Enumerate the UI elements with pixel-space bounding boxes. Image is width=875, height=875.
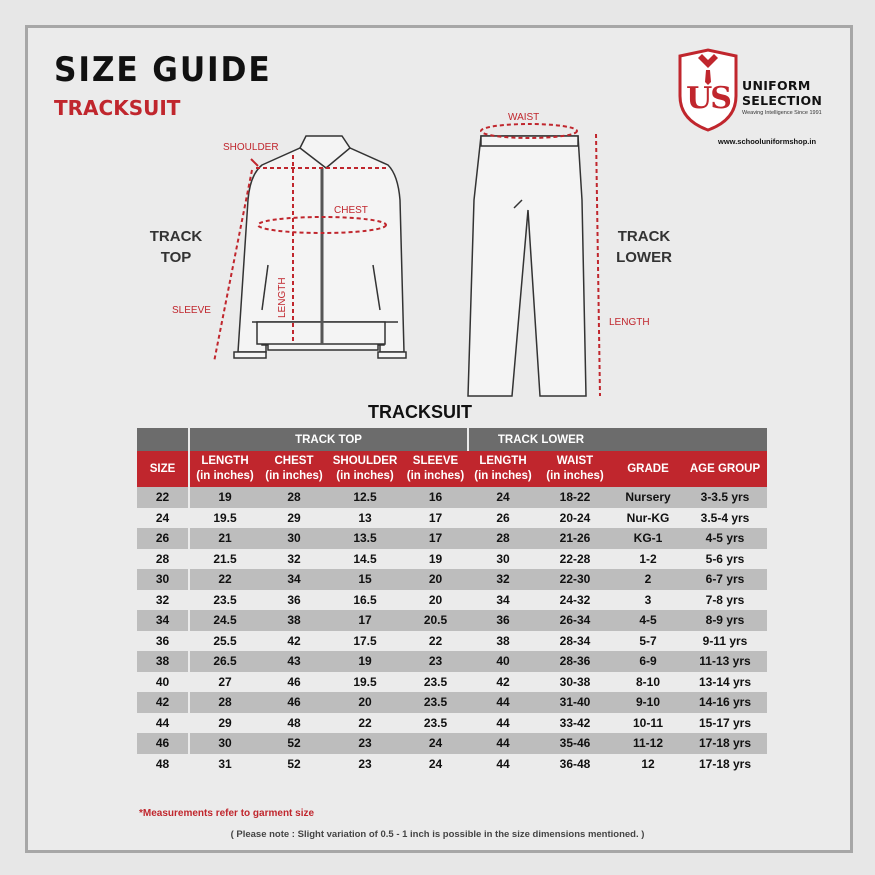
length-top-label: LENGTH <box>277 277 288 318</box>
table-cell: 19 <box>328 651 402 672</box>
track-top-line2: TOP <box>160 249 192 266</box>
brand-website: www.schooluniformshop.in <box>718 137 817 146</box>
table-cell: 26.5 <box>190 651 260 672</box>
table-cell: 46 <box>287 674 301 689</box>
column-header-unit: (in inches) <box>265 470 323 482</box>
table-cell: 13-14 yrs <box>698 674 752 689</box>
column-header <box>402 451 469 487</box>
column-header-label: GRADE <box>627 462 669 475</box>
table-cell: 9-11 yrs <box>702 633 748 648</box>
table-cell: 16.5 <box>353 592 377 607</box>
table-cell: 44 <box>137 713 190 734</box>
table-cell: 13 <box>358 510 372 525</box>
table-cell: 3 <box>644 592 652 607</box>
table-cell: 17.5 <box>353 633 377 648</box>
table-cell: 28 <box>469 528 537 549</box>
table-cell: 22 <box>428 633 443 648</box>
table-title: TRACKSUIT <box>368 402 472 422</box>
table-cell: 20 <box>428 592 443 607</box>
table-cell: 22 <box>137 487 190 508</box>
table-cell: 24.5 <box>190 610 260 631</box>
column-header-label: LENGTH <box>201 455 249 467</box>
size-table <box>137 428 767 774</box>
table-cell: 19.5 <box>213 510 237 525</box>
table-row <box>137 672 767 693</box>
table-cell: KG-1 <box>613 528 683 549</box>
track-top-label <box>140 226 212 268</box>
table-row <box>137 528 767 549</box>
table-cell: 16 <box>402 487 469 508</box>
table-cell: 38 <box>137 651 190 672</box>
table-row <box>137 569 767 590</box>
table-cell: 18-22 <box>537 487 613 508</box>
table-cell: 9-10 <box>613 692 683 713</box>
table-cell: 17 <box>328 610 402 631</box>
table-cell: 30 <box>260 528 328 549</box>
table-cell: 36-48 <box>559 756 591 771</box>
table-cell: 30-38 <box>559 674 591 689</box>
table-cell: 26 <box>496 510 510 525</box>
table-cell: 22-28 <box>559 551 591 566</box>
table-cell: 32 <box>287 551 301 566</box>
table-cell: 8-9 yrs <box>683 610 767 631</box>
table-cell: 14-16 yrs <box>683 692 767 713</box>
table-cell: 24 <box>137 508 190 529</box>
brand-monogram: US <box>686 81 730 116</box>
table-cell: 15 <box>328 569 402 590</box>
table-cell: 23.5 <box>213 592 237 607</box>
table-cell: 42 <box>287 633 301 648</box>
table-cell: 24 <box>402 733 469 754</box>
table-cell: 8-10 <box>635 674 661 689</box>
table-row <box>137 590 767 611</box>
table-cell: 52 <box>287 756 301 771</box>
table-cell: 10-11 <box>632 715 664 730</box>
column-header-unit: (in inches) <box>336 470 394 482</box>
table-cell: 44 <box>496 756 510 771</box>
table-cell: 23 <box>358 756 372 771</box>
table-cell: 22 <box>190 569 260 590</box>
table-cell: 23 <box>328 733 402 754</box>
table-cell: 19.5 <box>353 674 377 689</box>
table-cell: 23.5 <box>402 692 469 713</box>
jacket-icon <box>234 136 406 358</box>
page-title: SIZE GUIDE <box>54 50 272 90</box>
table-cell: 43 <box>260 651 328 672</box>
variation-note: ( Please note : Slight variation of 0.5 - 1 inch is possible in the size dimensions mentioned. ) <box>230 829 645 840</box>
column-header-unit: (in inches) <box>406 470 465 482</box>
table-row <box>137 651 767 672</box>
table-cell: 36 <box>469 610 537 631</box>
table-cell: 21 <box>190 528 260 549</box>
table-cell: 23 <box>402 651 469 672</box>
table-cell: 31 <box>218 756 232 771</box>
table-cell: 3.5-4 yrs <box>700 510 750 525</box>
table-cell: 33-42 <box>559 715 591 730</box>
table-cell: 23.5 <box>423 715 448 730</box>
column-header <box>469 451 537 487</box>
group-blank-right <box>613 428 767 451</box>
brand-tagline: Weaving Intelligence Since 1991 <box>742 110 822 116</box>
table-row <box>137 610 767 631</box>
table-cell: 24 <box>428 756 443 771</box>
table-cell: 42 <box>496 674 510 689</box>
column-header-unit: (in inches) <box>474 470 532 482</box>
group-track-lower: TRACK LOWER <box>469 428 613 451</box>
table-cell: 24-32 <box>559 592 591 607</box>
table-cell: 7-8 yrs <box>705 592 745 607</box>
table-cell: 25.5 <box>213 633 237 648</box>
table-cell: 30 <box>496 551 510 566</box>
table-cell: 28-36 <box>537 651 613 672</box>
table-cell: 46 <box>137 733 190 754</box>
table-cell: 46 <box>260 692 328 713</box>
table-cell: 4-5 <box>613 610 683 631</box>
column-header <box>328 451 402 487</box>
table-cell: 26 <box>137 528 190 549</box>
table-cell: 15-17 yrs <box>698 715 752 730</box>
column-header-label: SLEEVE <box>412 455 459 467</box>
table-cell: 48 <box>137 754 190 775</box>
column-header-unit: (in inches) <box>546 470 604 482</box>
table-cell: 12 <box>641 756 655 771</box>
table-cell: 23.5 <box>423 674 448 689</box>
column-header-label: CHEST <box>274 455 314 467</box>
table-cell: 22-30 <box>537 569 613 590</box>
table-cell: 6-9 <box>613 651 683 672</box>
table-row <box>137 549 767 570</box>
table-cell: 52 <box>260 733 328 754</box>
table-cell: 20 <box>328 692 402 713</box>
table-cell: 31-40 <box>537 692 613 713</box>
column-header <box>137 451 190 487</box>
table-cell: 32 <box>137 590 190 611</box>
table-cell: 29 <box>287 510 301 525</box>
table-cell: 28 <box>260 487 328 508</box>
table-cell: 5-6 yrs <box>705 551 745 566</box>
table-cell: Nur-KG <box>626 510 670 525</box>
table-cell: 12.5 <box>328 487 402 508</box>
garment-illustration <box>0 0 875 400</box>
column-header-label: SHOULDER <box>332 455 398 467</box>
table-cell: 28-34 <box>559 633 591 648</box>
table-column-header <box>137 451 767 487</box>
chest-label: CHEST <box>334 205 368 216</box>
sleeve-label: SLEEVE <box>172 305 211 316</box>
table-cell: 22 <box>358 715 372 730</box>
table-cell: 27 <box>218 674 232 689</box>
table-cell: 36 <box>137 631 190 652</box>
column-header <box>190 451 260 487</box>
table-cell: 17 <box>402 528 469 549</box>
table-cell: 44 <box>469 733 537 754</box>
column-header <box>537 451 613 487</box>
table-cell: 2 <box>613 569 683 590</box>
table-cell: 17-18 yrs <box>698 756 752 771</box>
track-lower-line2: LOWER <box>616 249 672 266</box>
table-cell: 42 <box>137 692 190 713</box>
table-cell: 44 <box>496 715 510 730</box>
table-cell: 29 <box>218 715 232 730</box>
brand-name-line1: UNIFORM <box>742 78 811 93</box>
column-header-label: AGE GROUP <box>689 462 761 475</box>
table-cell: 38 <box>496 633 510 648</box>
table-cell: 21-26 <box>537 528 613 549</box>
table-cell: 1-2 <box>639 551 657 566</box>
column-header-label: WAIST <box>556 455 594 467</box>
table-cell: 14.5 <box>353 551 377 566</box>
column-header-label: LENGTH <box>479 455 527 467</box>
table-cell: 3-3.5 yrs <box>683 487 767 508</box>
column-header <box>683 451 767 487</box>
track-lower-line1: TRACK <box>617 228 671 245</box>
table-cell: 30 <box>137 569 190 590</box>
table-cell: 19 <box>428 551 443 566</box>
table-cell: 30 <box>190 733 260 754</box>
table-cell: 32 <box>469 569 537 590</box>
table-group-header <box>137 428 767 451</box>
measurement-note: *Measurements refer to garment size <box>139 808 315 819</box>
table-cell: 34 <box>260 569 328 590</box>
table-cell: 26-34 <box>537 610 613 631</box>
table-cell: 28 <box>190 692 260 713</box>
length-lower-label: LENGTH <box>609 317 650 328</box>
table-row <box>137 713 767 734</box>
shoulder-label: SHOULDER <box>223 142 279 153</box>
track-top-line1: TRACK <box>149 228 203 245</box>
table-cell: 13.5 <box>328 528 402 549</box>
page-subtitle: TRACKSUIT <box>54 96 181 120</box>
table-cell: 17-18 yrs <box>683 733 767 754</box>
table-cell: 6-7 yrs <box>683 569 767 590</box>
table-cell: 38 <box>260 610 328 631</box>
table-row <box>137 733 767 754</box>
group-track-top: TRACK TOP <box>190 428 469 451</box>
table-cell: 4-5 yrs <box>683 528 767 549</box>
table-cell: 11-13 yrs <box>683 651 767 672</box>
column-header-label: SIZE <box>149 462 176 475</box>
table-cell: 48 <box>287 715 301 730</box>
column-header-unit: (in inches) <box>196 470 254 482</box>
waist-label: WAIST <box>508 112 540 123</box>
table-row <box>137 692 767 713</box>
table-cell: 40 <box>137 672 190 693</box>
table-cell: 17 <box>428 510 443 525</box>
table-cell: 24 <box>469 487 537 508</box>
table-row <box>137 631 767 652</box>
table-row <box>137 754 767 775</box>
table-row <box>137 487 767 508</box>
brand-name-line2: SELECTION <box>742 93 823 108</box>
table-cell: 5-7 <box>639 633 657 648</box>
table-row <box>137 508 767 529</box>
trousers-icon <box>468 136 586 396</box>
table-cell: 44 <box>469 692 537 713</box>
table-cell: 19 <box>190 487 260 508</box>
table-cell: 34 <box>137 610 190 631</box>
table-cell: 11-12 <box>613 733 683 754</box>
table-cell: 20 <box>402 569 469 590</box>
table-cell: 34 <box>496 592 510 607</box>
table-cell: 40 <box>469 651 537 672</box>
group-blank <box>137 428 190 451</box>
table-cell: 21.5 <box>213 551 237 566</box>
table-cell: 20-24 <box>559 510 591 525</box>
table-cell: Nursery <box>613 487 683 508</box>
table-cell: 36 <box>287 592 301 607</box>
column-header <box>260 451 328 487</box>
table-cell: 20.5 <box>402 610 469 631</box>
column-header <box>613 451 683 487</box>
table-cell: 28 <box>137 549 190 570</box>
table-cell: 35-46 <box>537 733 613 754</box>
track-lower-label <box>606 226 682 268</box>
